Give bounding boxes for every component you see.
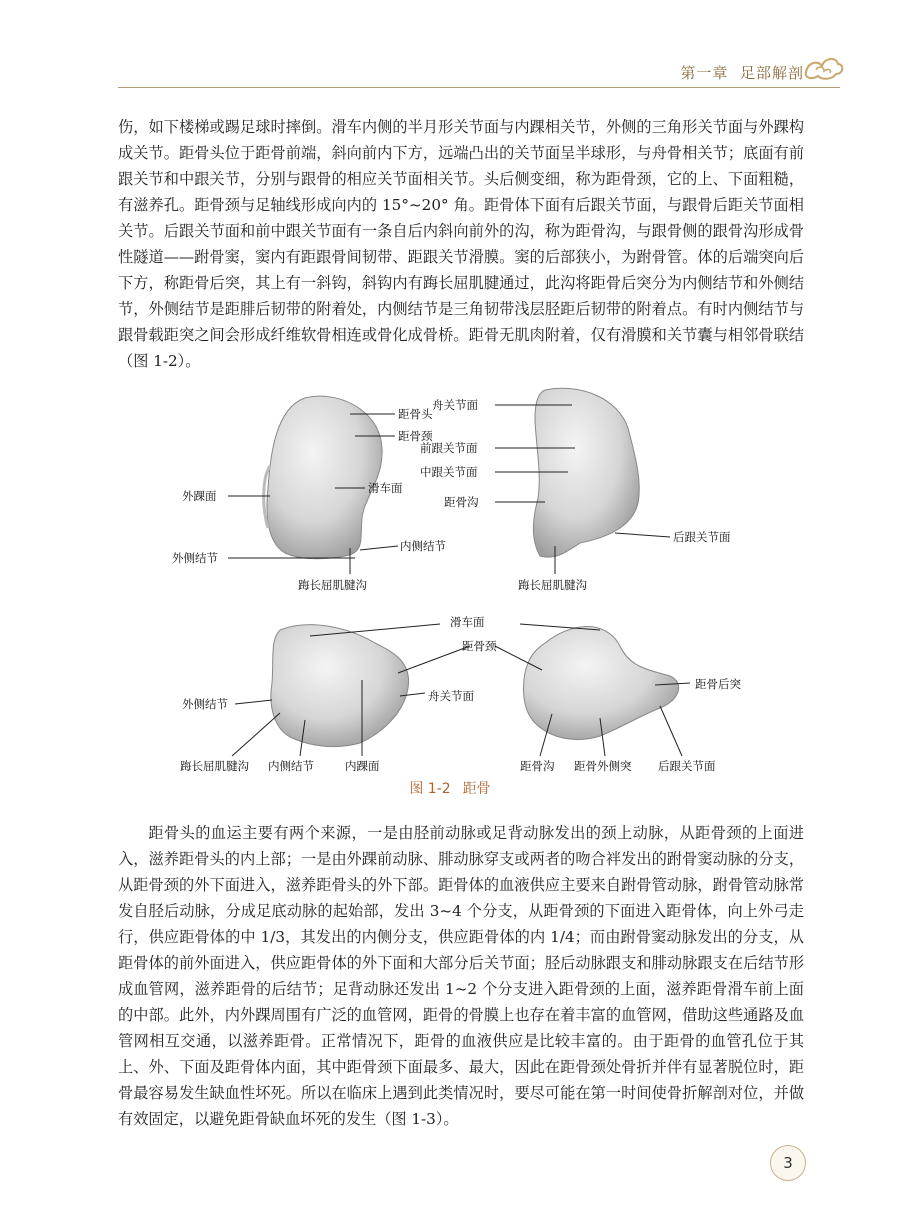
label-posterior-calcaneal-surface-2: 后跟关节面 [658,759,716,773]
page-number: 3 [770,1145,806,1181]
caption-number: 图 1-2 [409,781,451,797]
chapter-heading [680,62,804,83]
label-navicular-surface: 舟关节面 [432,398,478,412]
label-medial-tubercle-2: 内侧结节 [268,759,314,773]
chapter-number: 第一章 [680,64,729,82]
label-anterior-calcaneal-surface: 前跟关节面 [420,441,478,455]
chapter-title: 足部解剖 [739,64,804,82]
label-talar-sulcus-2: 距骨沟 [520,759,555,773]
label-lateral-malleolar-surface: 外踝面 [182,489,217,503]
label-talar-neck: 距骨颈 [398,429,433,443]
talus-figure [150,378,770,798]
label-fhl-groove: 踇长屈肌腱沟 [298,578,367,592]
talus-inferior-view [533,388,639,557]
label-middle-calcaneal-surface: 中跟关节面 [420,465,478,479]
label-posterior-process: 距骨后突 [695,677,741,691]
label-talar-head: 距骨头 [398,407,433,421]
label-talar-sulcus: 距骨沟 [444,495,479,509]
caption-title: 距骨 [462,781,491,797]
label-fhl-groove-2: 踇长屈肌腱沟 [518,578,587,592]
label-lateral-tubercle: 外侧结节 [172,551,218,565]
body-paragraph-2: 距骨头的血运主要有两个来源，一是由胫前动脉或足背动脉发出的颈上动脉，从距骨颈的上面进入，滋养距骨头的内上部；一是由外踝前动脉、腓动脉穿支或两者的吻合袢发出的跗骨窦动脉的分支，从距骨颈的外下面进入，滋养距骨头的外下部。距骨体的血液供应主要来自跗骨管动脉，跗骨管动脉常发自胫后动脉，分成足底动脉的起始部，发出 3~4 个分支，从距骨颈的下面进入距骨体，向上外弓走行，供应距骨体的中 1/3，其发出的内侧分支，供应距骨体的内 1/4；而由跗骨窦动脉发出的分支，从距骨体的前外面进入，供应距骨体的外下面和大部分后关节面；胫后动脉跟支和腓动脉跟支在后结节形成血管网，滋养距骨的后结节；足背动脉还发出 1~2 个分支进入距骨颈的上面，滋养距骨滑车前上面的中部。此外，内外踝周围有广泛的血管网，距骨的骨膜上也存在着丰富的血管网，借助这些通路及血管网相互交通，以滋养距骨。正常情况下，距骨的血液供应是比较丰富的。由于距骨的血管孔位于其上、外、下面及距骨体内面，其中距骨颈下面最多、最大，因此在距骨颈处骨折并伴有显著脱位时，距骨最容易发生缺血性坏死。所以在临床上遇到此类情况时，要尽可能在第一时间使骨折解剖对位，并做有效固定，以避免距骨缺血坏死的发生（图 1-3）。 [118,824,804,1128]
label-navicular-surface-2: 舟关节面 [428,689,474,703]
body-paragraph-1: 伤，如下楼梯或踢足球时摔倒。滑车内侧的半月形关节面与内踝相关节，外侧的三角形关节面与外踝构成关节。距骨头位于距骨前端，斜向前内下方，远端凸出的关节面呈半球形，与舟骨相关节；底面有前跟关节和中跟关节，分别与跟骨的相应关节面相关节。头后侧变细，称为距骨颈，它的上、下面粗糙，有滋养孔。距骨颈与足轴线形成向内的 15°~20° 角。距骨体下面有后跟关节面，与跟骨后距关节面相关节。后跟关节面和前中跟关节面有一条自后内斜向前外的沟，称为距骨沟，与跟骨侧的跟骨沟形成骨性隧道——跗骨窦，窦内有距跟骨间韧带、距跟关节滑膜。窦的后部狭小，为跗骨管。体的后端突向后下方，称距骨后突，其上有一斜钩，斜钩内有踇长屈肌腱通过，此沟将距骨后突分为内侧结节和外侧结节，外侧结节是距腓后韧带的附着处，内侧结节是三角韧带浅层胫距后韧带的附着点。有时内侧结节与跟骨载距突之间会形成纤维软骨相连或骨化成骨桥。距骨无肌肉附着，仅有滑膜和关节囊与相邻骨联结（图 1-2）。 [118,118,804,370]
label-posterior-calcaneal-surface: 后跟关节面 [673,530,731,544]
cloud-ornament-icon [802,46,846,86]
label-lateral-tubercle-2: 外侧结节 [182,697,228,711]
label-medial-malleolar-surface: 内踝面 [345,759,380,773]
running-header [0,40,900,100]
talus-superior-view [267,396,382,559]
label-trochlear-surface: 滑车面 [368,481,403,495]
talus-medial-view [271,625,409,747]
label-talar-neck-2: 距骨颈 [462,639,497,653]
talus-lateral-view [524,626,679,739]
figure-caption [0,778,900,798]
label-lateral-process: 距骨外侧突 [574,759,632,773]
label-medial-tubercle: 内侧结节 [400,539,446,553]
label-fhl-groove-3: 踇长屈肌腱沟 [180,759,249,773]
header-rule [118,87,840,88]
label-trochlear-surface-2: 滑车面 [450,615,485,629]
